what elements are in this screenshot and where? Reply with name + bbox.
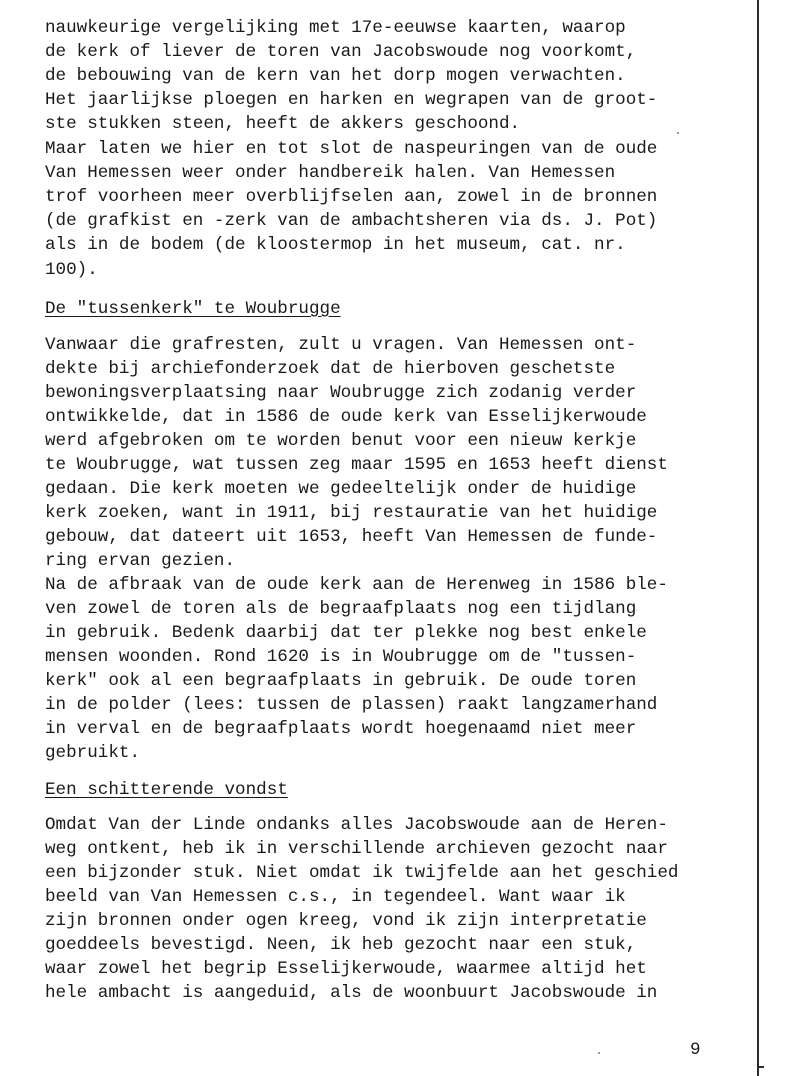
text-line: trof voorheen meer overblijfselen aan, zowel in de bronnen bbox=[45, 187, 658, 207]
text-line: in verval en de begraafplaats wordt hoegenaamd niet meer bbox=[45, 719, 637, 739]
text-line: ven zowel de toren als de begraafplaats nog een tijdlang bbox=[45, 599, 637, 619]
text-line: de bebouwing van de kern van het dorp mogen verwachten. bbox=[45, 66, 626, 86]
section-heading: Een schitterende vondst bbox=[45, 780, 288, 800]
section-heading: De "tussenkerk" te Woubrugge bbox=[45, 299, 341, 319]
text-line: gebruikt. bbox=[45, 743, 141, 763]
text-line: in de polder (lees: tussen de plassen) raakt langzamerhand bbox=[45, 695, 658, 715]
text-line: weg ontkent, heb ik in verschillende archieven gezocht naar bbox=[45, 839, 668, 859]
text-line: goeddeels bevestigd. Neen, ik heb gezocht naar een stuk, bbox=[45, 935, 637, 955]
text-line: Omdat Van der Linde ondanks alles Jacobswoude aan de Heren- bbox=[45, 815, 668, 835]
text-line: ste stukken steen, heeft de akkers geschoond. bbox=[45, 114, 521, 134]
text-line: Van Hemessen weer onder handbereik halen. Van Hemessen bbox=[45, 163, 616, 183]
text-line: te Woubrugge, wat tussen zeg maar 1595 en 1653 heeft dienst bbox=[45, 455, 668, 475]
scan-speck bbox=[598, 1052, 600, 1054]
text-line: hele ambacht is aangeduid, als de woonbuurt Jacobswoude in bbox=[45, 983, 658, 1003]
text-line: kerk zoeken, want in 1911, bij restauratie van het huidige bbox=[45, 503, 658, 523]
text-line: beeld van Van Hemessen c.s., in tegendeel. Want waar ik bbox=[45, 887, 626, 907]
text-line: een bijzonder stuk. Niet omdat ik twijfelde aan het geschied bbox=[45, 863, 679, 883]
text-line: in gebruik. Bedenk daarbij dat ter plekke nog best enkele bbox=[45, 623, 647, 643]
text-line: zijn bronnen onder ogen kreeg, vond ik zijn interpretatie bbox=[45, 911, 647, 931]
page-edge-tick bbox=[757, 1066, 764, 1068]
page-number: 9 bbox=[690, 1040, 701, 1060]
text-line: ring ervan gezien. bbox=[45, 551, 236, 571]
text-line: als in de bodem (de kloostermop in het museum, cat. nr. bbox=[45, 235, 626, 255]
text-line: gedaan. Die kerk moeten we gedeeltelijk onder de huidige bbox=[45, 479, 637, 499]
text-line: (de grafkist en -zerk van de ambachtsheren via ds. J. Pot) bbox=[45, 211, 658, 231]
text-line: bewoningsverplaatsing naar Woubrugge zich zodanig verder bbox=[45, 383, 637, 403]
text-line: ontwikkelde, dat in 1586 de oude kerk van Esselijkerwoude bbox=[45, 407, 647, 427]
text-line: de kerk of liever de toren van Jacobswoude nog voorkomt, bbox=[45, 42, 637, 62]
scan-speck bbox=[677, 132, 679, 134]
text-line: werd afgebroken om te worden benut voor een nieuw kerkje bbox=[45, 431, 637, 451]
text-line: Het jaarlijkse ploegen en harken en wegrapen van de groot- bbox=[45, 90, 658, 110]
text-line: waar zowel het begrip Esselijkerwoude, waarmee altijd het bbox=[45, 959, 647, 979]
text-line: Maar laten we hier en tot slot de naspeuringen van de oude bbox=[45, 139, 658, 159]
page-edge-line bbox=[757, 0, 759, 1076]
text-line: nauwkeurige vergelijking met 17e-eeuwse kaarten, waarop bbox=[45, 18, 626, 38]
text-line: Na de afbraak van de oude kerk aan de Herenweg in 1586 ble- bbox=[45, 575, 668, 595]
text-line: gebouw, dat dateert uit 1653, heeft Van Hemessen de funde- bbox=[45, 527, 658, 547]
text-line: dekte bij archiefonderzoek dat de hierboven geschetste bbox=[45, 359, 616, 379]
text-line: mensen woonden. Rond 1620 is in Woubrugge om de "tussen- bbox=[45, 647, 637, 667]
text-line: kerk" ook al een begraafplaats in gebruik. De oude toren bbox=[45, 671, 637, 691]
text-line: Vanwaar die grafresten, zult u vragen. Van Hemessen ont- bbox=[45, 335, 637, 355]
text-line: 100). bbox=[45, 260, 98, 280]
